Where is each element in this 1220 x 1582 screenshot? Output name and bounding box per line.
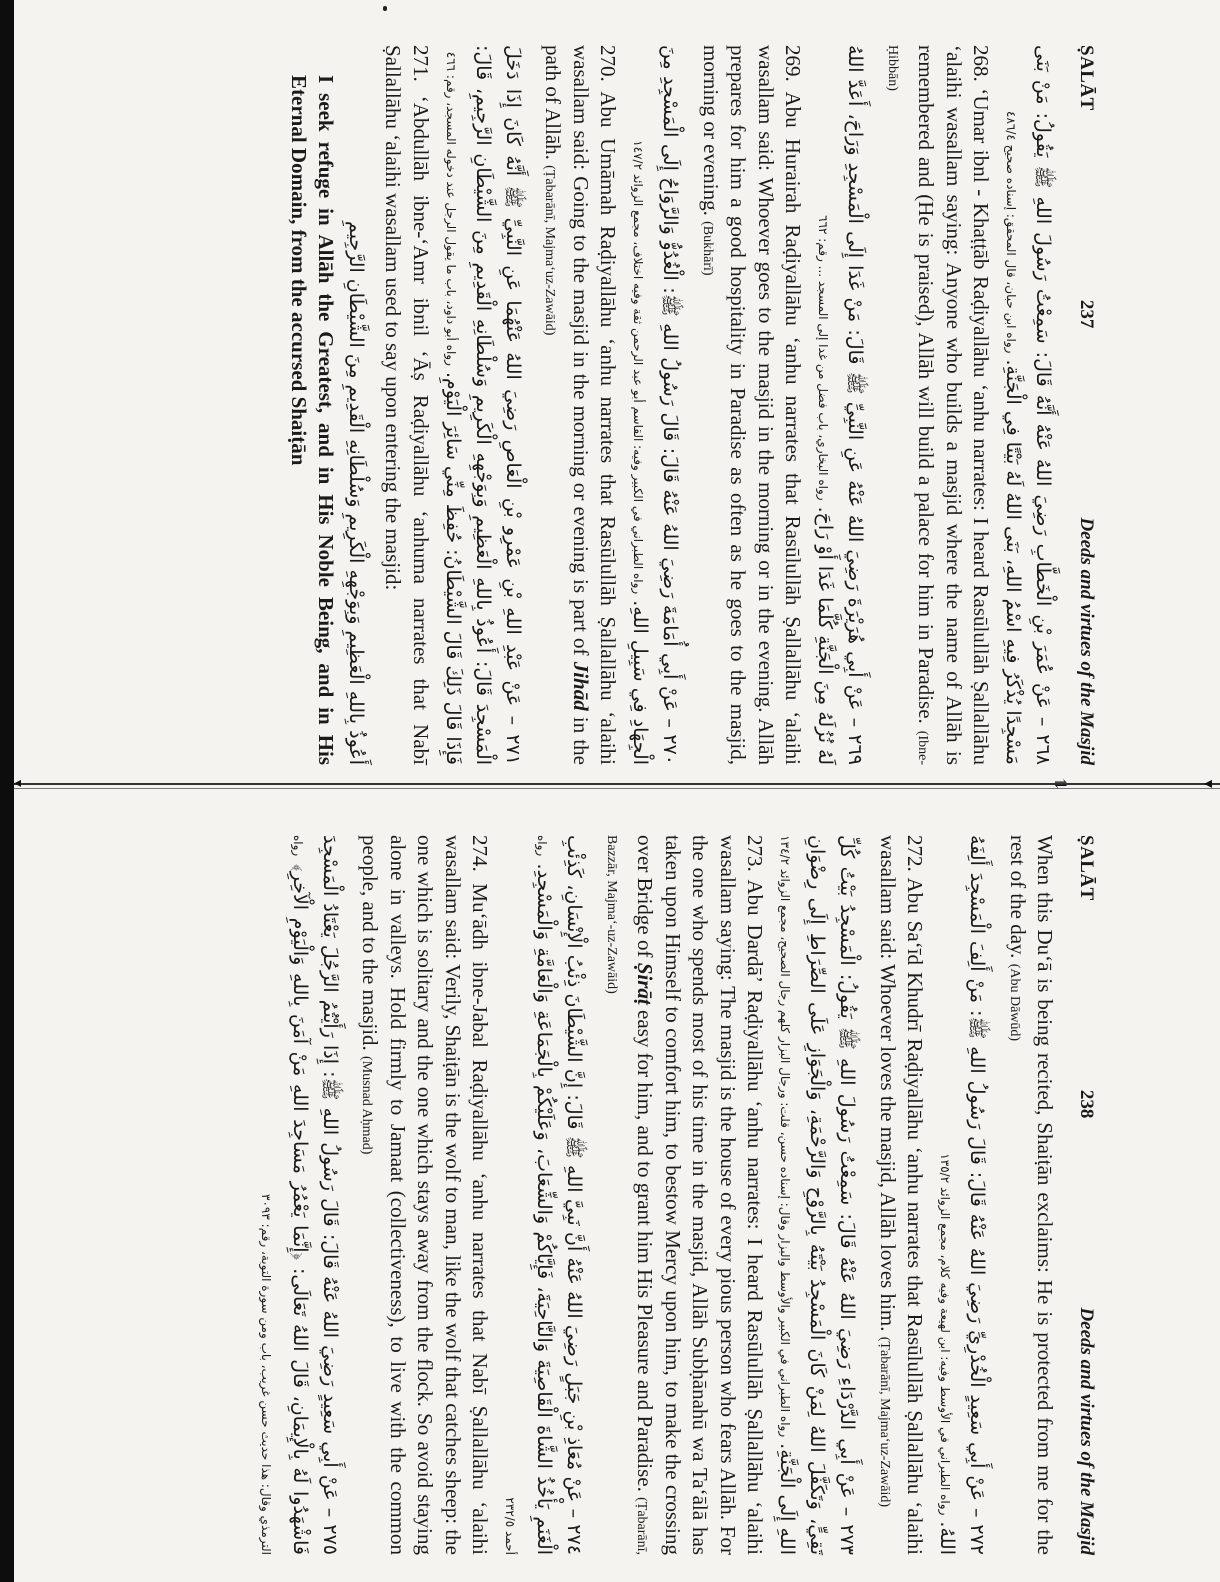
book-page-237 — [180, 45, 1100, 765]
hadith-271-arabic: ٢٧١ – عَنْ عَبْدِ اللهِ بْنِ عَمْرِو بْنِ الْعَاصِ رَضِيَ اللهُ عَنْهُمَا عَنِ النَّبِيِّ ﷺ أَنَّهُ كَانَ إِذَا دَخَلَ الْمَسْجِدَ قَالَ: أَعُوذُ بِاللهِ الْعَظِيمِ وَبِوَجْهِهِ الْكَرِيمِ وَسُلْطَانِهِ الْقَدِيمِ مِنَ الشَّيْطَانِ الرَّجِيمِ، قَالَ: فَإِذَا قَالَ ذَلِكَ قَالَ الشَّيْطَانُ: حُفِظَ مِنِّي سَائِرَ الْيَوْمِ. رواه أبو داود، باب ما يقول الرجل عند دخوله المسجد، رقم: ٤٦٦ — [442, 45, 524, 765]
hadith-274-arabic: ٢٧٤ – عَنْ مُعَاذِ بْنِ جَبَلٍ رَضِيَ اللهُ عَنْهُ أَنَّ نَبِيَّ اللهِ ﷺ قَالَ: إِنَّ الشَّيْطَانَ ذِئْبُ الْإِنْسَانِ، كَذِئْبِ الْغَنَمِ يَأْخُذُ الشَّاةَ الْقَاصِيَةَ وَالنَّاحِيَةَ، فَإِيَّاكُمْ وَالشِّعَابَ، وَعَلَيْكُمْ بِالْجَمَاعَةِ وَالْعَامَّةِ وَالْمَسْجِدِ. رواه أحمد ٢٣٢/٥ — [503, 835, 586, 1555]
hadith-271-english: 271. ‘Abdullāh ibne-‘Amr ibnil ‘Āṣ Raḍiyallāhu ‘anhuma narrates that Nabī Ṣallallāhu ‘alaihi wasallam used to say upon entering the masjid: — [381, 45, 433, 765]
arrow-right-icon: ◂ — [1204, 775, 1213, 792]
running-head — [1073, 45, 1101, 765]
hadith-273-arabic: ٢٧٣ – عَنْ أَبِي الدَّرْدَاءِ رَضِيَ اللهُ عَنْهُ قَالَ: سَمِعْتُ رَسُولَ اللهِ ﷺ يَقُولُ: الْمَسْجِدُ بَيْتُ كُلِّ تَقِيٍّ، وَتَكَفَّلَ اللهُ لِمَنْ كَانَ الْمَسْجِدُ بَيْتَهُ بِالرَّوْحِ وَالرَّحْمَةِ، وَالْجَوَازِ عَلَى الصِّرَاطِ إِلَى رِضْوَانِ اللهِ إِلَى الْجَنَّةِ. رواه الطبراني في الكبير والأوسط والبزار وقال: إسناده حسن، قلت: ورجال البزار كلهم رجال الصحيح، مجمع الزوائد ١٣٤/٢ — [776, 835, 859, 1555]
hadith-268-arabic: ٢٦٨ – عَنْ عُمَرَ بْنِ الْخَطَّابِ رَضِيَ اللهُ عَنْهُ أَنَّهُ قَالَ: سَمِعْتُ رَسُولَ اللهِ ﷺ يَقُولُ: مَنْ بَنَى مَسْجِدًا يُذْكَرُ فِيهِ اسْمُ اللهِ، بَنَى اللهُ لَهُ بَيْتًا فِي الْجَنَّةِ. رواه ابن حبان، قال المحقق: إسناده صحيح ٤٨٦/٤ — [1002, 45, 1055, 765]
hadith-270-english: 270. Abu Umāmah Raḍiyallāhu ‘anhu narrates that Rasūlullāh Ṣallallāhu ‘alaihi wasallam said: Going to the masjid in the morning or evening is part of Jihād in the path of Allāh. (Ṭabarānī, Majma‘uz-Zawāid) — [541, 45, 621, 765]
hadith-269-arabic: ٢٦٩ – عَنْ أَبِي هُرَيْرَةَ رَضِيَ اللهُ عَنْهُ عَنِ النَّبِيِّ ﷺ قَالَ: مَنْ غَدَا إِلَى الْمَسْجِدِ وَرَاحَ، أَعَدَّ اللهُ لَهُ نُزُلَهُ مِنَ الْجَنَّةِ كُلَّمَا غَدَا أَوْ رَاحَ. رواه البخاري، باب فضل من غدا إلى المسجد ... رقم: ٦٦٢ — [814, 45, 867, 765]
scan-speck — [383, 6, 387, 11]
hadith-268-english: 268. ‘Umar ibnl - Khaṭṭāb Raḍiyallāhu ‘anhu narrates: I heard Rasūlullāh Ṣallallāhu ‘alaihi wasallam saying: Anyone who builds a masjid where the name of Allāh is remembered and (He is praised), Allāh will build a palace for him in Paradise. (Ibne-Ḥibbān) — [885, 45, 994, 765]
hadith-271-continuation: When this Du‘ā is being recited, Shaiṭān exclaims: He is protected from me for the rest of the day. (Abu Dāwūd) — [1006, 835, 1058, 1555]
hadith-272-english: 272. Abu Sa‘īd Khudrī Raḍiyallāhu ‘anhu narrates that Rasūlullāh Ṣallallāhu ‘alaihi wasallam said: Whoever loves the masjid, Allāh loves him. (Ṭabarānī, Majma‘uz-Zawāid) — [876, 835, 928, 1555]
hadith-275-arabic: ٢٧٥ – عَنْ أَبِي سَعِيدٍ رَضِيَ اللهُ عَنْهُ قَالَ: قَالَ رَسُولُ اللهِ ﷺ: إِذَا رَأَيْتُمُ الرَّجُلَ يَعْتَادُ الْمَسْجِدَ فَاشْهَدُوا لَهُ بِالْإِيمَانِ، قَالَ اللهُ تَعَالَى: ﴿إِنَّمَا يَعْمُرُ مَسَاجِدَ اللهِ مَنْ آمَنَ بِاللهِ وَالْيَوْمِ الْآخِرِ﴾ رواه الترمذي وقال: هذا حديث حسن غريب، باب ومن سورة التوبة، رقم: ٣٠٩٣ — [259, 835, 341, 1555]
hadith-269-english: 269. Abu Hurairah Raḍiyallāhu ‘anhu narrates that Rasūlullāh Ṣallallāhu ‘alaihi wasallam said: Whoever goes to the masjid in the morning or in the evening. Allāh prepares for him a good hospitality in Paradise as often as he goes to the masjid, morning or evening. (Bukhārī) — [699, 45, 806, 765]
hadith-272-arabic: ٢٧٢ – عَنْ أَبِي سَعِيدٍ الْخُدْرِيِّ رَضِيَ اللهُ عَنْهُ قَالَ: قَالَ رَسُولُ اللهِ ﷺ: مَنْ أَلِفَ الْمَسْجِدَ أَلِفَهُ اللهُ. رواه الطبراني في الأوسط وفيه: ابن لهيعة وفيه كلام، مجمع الزوائد ١٣٥/٢ — [936, 835, 989, 1555]
scan-edge — [0, 0, 14, 1582]
page-number: 237 — [1076, 299, 1097, 329]
running-head — [1073, 835, 1101, 1555]
dua-arabic: أَعُوذُ بِاللهِ الْعَظِيمِ وَبِوَجْهِهِ الْكَرِيمِ وَسُلْطَانِهِ الْقَدِيمِ مِنَ الشَّيْطَانِ الرَّجِيمِ — [345, 221, 367, 765]
running-head-section: ṢALĀT — [1076, 45, 1097, 111]
running-head-chapter: Deeds and virtues of the Masjid — [1076, 1307, 1097, 1555]
dua-translation: I seek refuge in Allāh the Greatest, and in His Noble Being, and in His Eternal Domain, from the accursed Shaiṭān — [287, 75, 338, 765]
hadith-270-arabic: ٢٧٠ – عَنْ أَبِي أُمَامَةَ رَضِيَ اللهُ عَنْهُ قَالَ: قَالَ رَسُولُ اللهِ ﷺ: الْغُدُوُّ وَالرَّوَاحُ إِلَى الْمَسْجِدِ مِنَ الْجِهَادِ فِي سَبِيلِ اللهِ. رواه الطبراني في الكبير وفيه: القاسم أبو عبد الرحمن ثقة وفيه اختلاف، مجمع الزوائد ١٤٧/٢ — [629, 45, 682, 765]
book-page-238 — [180, 835, 1100, 1555]
running-head-section: ṢALĀT — [1076, 835, 1097, 901]
running-head-chapter: Deeds and virtues of the Masjid — [1076, 517, 1097, 765]
fold-mark-icon: ⇌ — [1054, 776, 1068, 793]
page-number: 238 — [1076, 1089, 1097, 1119]
hadith-273-english: 273. Abu Dardā’ Raḍiyallāhu ‘anhu narrates: I heard Rasūlullāh Ṣallallāhu ‘alaihi wasallam saying: The masjid is the house of every pious person who fears Allāh. For the one who spends most of his time in the masjid, Allāh Subḥānahū wa Ta‘ālā has taken upon Himself to comfort him, to bestow Mercy upon him, to make the crossing over Bridge of Ṣirāṭ easy for him, and to grant him His Pleasure and Paradise. (Ṭabarānī, Bazzār, Majma‘-uz-Zawāid) — [604, 835, 768, 1556]
hadith-274-english: 274. Mu‘ādh ibne-Jabal Raḍiyallāhu ‘anhu narrates that Nabī Ṣallallāhu ‘alaihi wasallam said: Verily, Shaiṭān is the wolf to man, like the wolf that catches sheep: the one which is solitary and the one which stays away from the flock. So avoid staying alone in valleys. Hold firmly to Jamaat (collectiveness), to live with the common people, and to the masjid. (Musnad Aḥmad) — [358, 835, 493, 1555]
arrow-left-icon: ◂ — [14, 776, 22, 791]
